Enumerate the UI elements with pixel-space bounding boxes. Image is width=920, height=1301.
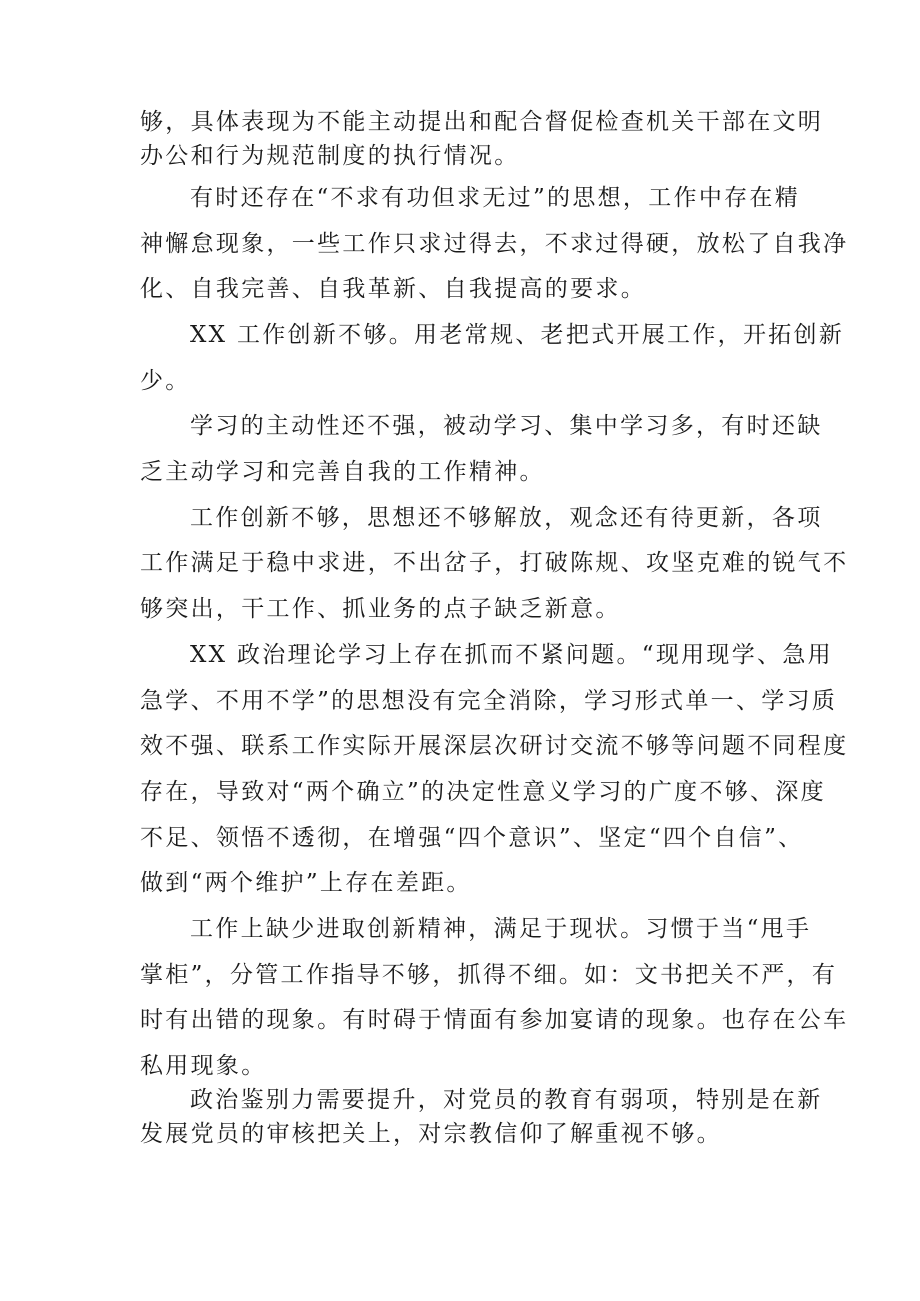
text-line: 神懈怠现象，一些工作只求过得去，不求过得硬，放松了自我净 — [140, 231, 849, 257]
text-line: 办公和行为规范制度的执行情况。 — [140, 143, 520, 169]
paragraph-first-line: XX 工作创新不够。用老常规、老把式开展工作，开拓创新 — [190, 322, 845, 348]
text-line: 私用现象。 — [140, 1053, 267, 1079]
text-line: 做到“两个维护”上存在差距。 — [140, 870, 472, 896]
text-line: 够突出，干工作、抓业务的点子缺乏新意。 — [140, 596, 621, 622]
paragraph-first-line: 学习的主动性还不强，被动学习、集中学习多，有时还缺 — [190, 413, 823, 439]
paragraph-first-line: 有时还存在“不求有功但求无过”的思想，工作中存在精 — [190, 185, 801, 211]
text-line: 少。 — [140, 368, 191, 394]
text-line: 化、自我完善、自我革新、自我提高的要求。 — [140, 276, 646, 302]
text-line: 不足、领悟不透彻，在增强“四个意识”、坚定“四个自信”、 — [140, 825, 804, 851]
text-line: 时有出错的现象。有时碍于情面有参加宴请的现象。也存在公车 — [140, 1007, 849, 1033]
text-line: 工作满足于稳中求进，不出岔子，打破陈规、攻坚克难的锐气不 — [140, 550, 849, 576]
text-line: 发展党员的审核把关上，对宗教信仰了解重视不够。 — [140, 1121, 722, 1147]
paragraph-first-line: 工作上缺少进取创新精神，满足于现状。习惯于当“甩手 — [190, 916, 812, 942]
text-line: 掌柜”，分管工作指导不够，抓得不细。如：文书把关不严，有 — [140, 962, 838, 988]
text-line: 乏主动学习和完善自我的工作精神。 — [140, 459, 545, 485]
paragraph-first-line: 政治鉴别力需要提升，对党员的教育有弱项，特别是在新 — [190, 1087, 823, 1113]
text-line: 效不强、联系工作实际开展深层次研讨交流不够等问题不同程度 — [140, 733, 849, 759]
paragraph-first-line: 工作创新不够，思想还不够解放，观念还有待更新，各项 — [190, 505, 823, 531]
text-line: 够，具体表现为不能主动提出和配合督促检查机关干部在文明 — [140, 109, 824, 135]
text-line: 存在，导致对“两个确立”的决定性意义学习的广度不够、深度 — [140, 779, 826, 805]
paragraph-first-line: XX 政治理论学习上存在抓而不紧问题。“现用现学、急用 — [190, 642, 833, 668]
text-line: 急学、不用不学”的思想没有完全消除，学习形式单一、学习质 — [140, 688, 838, 714]
